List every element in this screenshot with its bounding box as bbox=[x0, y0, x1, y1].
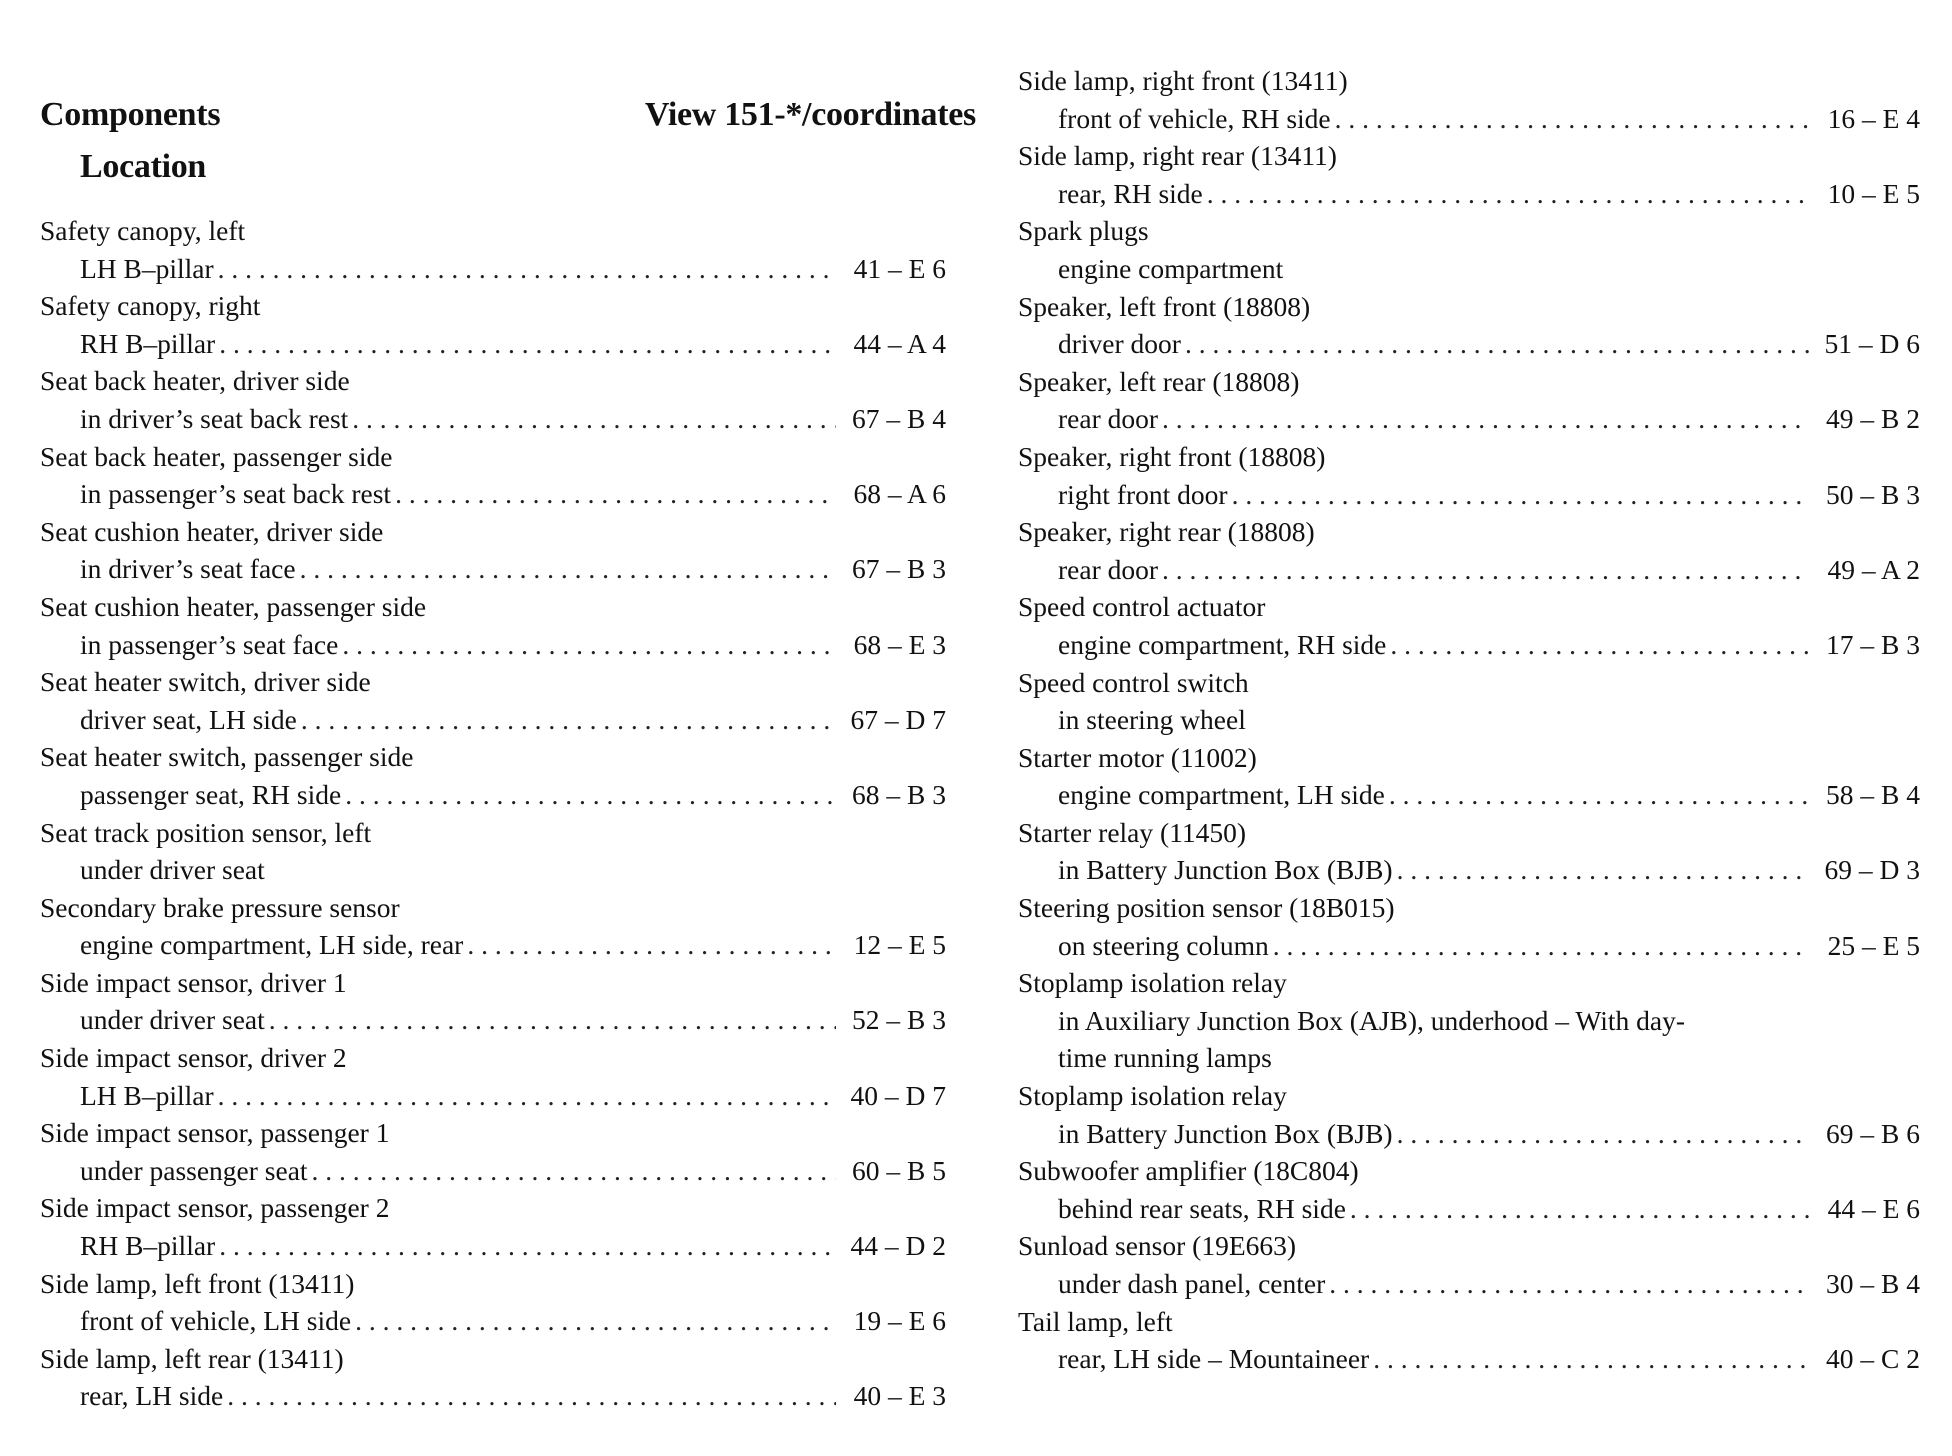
component-location-row bbox=[1018, 1190, 1920, 1228]
component-entry bbox=[40, 588, 946, 663]
component-location-row bbox=[1018, 175, 1920, 213]
component-name: Side lamp, right front (13411) bbox=[1018, 65, 1348, 96]
component-location: in Auxiliary Junction Box (AJB), underhood – With day- bbox=[1058, 1004, 1686, 1036]
dot-leader bbox=[1269, 927, 1810, 965]
dot-leader bbox=[1393, 1115, 1810, 1153]
component-entry bbox=[1018, 363, 1920, 438]
component-location-row bbox=[40, 1227, 946, 1265]
component-location-row bbox=[1018, 476, 1920, 514]
view-coordinate: 25 – E 5 bbox=[1827, 929, 1920, 961]
component-location-row bbox=[1018, 551, 1920, 589]
component-location-row bbox=[1018, 851, 1920, 889]
component-location: on steering column bbox=[1058, 929, 1269, 961]
view-coordinate: 60 – B 5 bbox=[852, 1154, 946, 1186]
dot-leader bbox=[296, 550, 836, 588]
component-location: in Battery Junction Box (BJB) bbox=[1058, 1117, 1393, 1149]
dot-leader bbox=[1325, 1265, 1810, 1303]
component-location: rear door bbox=[1058, 553, 1159, 585]
component-location-row bbox=[1018, 776, 1920, 814]
component-entry bbox=[1018, 62, 1920, 137]
component-location: under driver seat bbox=[80, 1004, 265, 1036]
component-entry bbox=[1018, 1077, 1920, 1152]
component-entry bbox=[1018, 438, 1920, 513]
dot-leader bbox=[341, 776, 836, 814]
view-coordinate: 50 – B 3 bbox=[1826, 478, 1920, 510]
component-entry bbox=[1018, 513, 1920, 588]
view-coordinate: 40 – D 7 bbox=[850, 1079, 946, 1111]
dot-leader bbox=[297, 701, 836, 739]
component-location-row bbox=[1018, 1340, 1920, 1378]
component-entry bbox=[40, 738, 946, 813]
right-column bbox=[1018, 62, 1920, 1378]
component-name: Subwoofer amplifier (18C804) bbox=[1018, 1155, 1359, 1187]
component-name: Speaker, left rear (18808) bbox=[1018, 365, 1300, 397]
view-coordinate: 10 – E 5 bbox=[1827, 177, 1920, 209]
component-name: Seat back heater, driver side bbox=[40, 365, 350, 397]
component-location: right front door bbox=[1058, 478, 1228, 510]
dot-leader bbox=[351, 1302, 836, 1340]
component-name: Secondary brake pressure sensor bbox=[40, 891, 400, 923]
dot-leader bbox=[265, 1001, 836, 1039]
component-location: front of vehicle, RH side bbox=[1058, 102, 1331, 134]
view-coordinate: 44 – A 4 bbox=[853, 327, 946, 359]
component-name: Stoplamp isolation relay bbox=[1018, 1080, 1287, 1112]
component-name: Seat heater switch, passenger side bbox=[40, 741, 414, 773]
component-location: driver seat, LH side bbox=[80, 703, 297, 735]
page-header bbox=[40, 96, 976, 185]
component-location-row bbox=[1018, 1115, 1920, 1153]
component-location: LH B–pillar bbox=[80, 252, 214, 284]
dot-leader bbox=[348, 400, 836, 438]
view-coordinate: 12 – E 5 bbox=[853, 929, 946, 961]
component-name: Tail lamp, left bbox=[1018, 1305, 1173, 1337]
component-entry bbox=[40, 889, 946, 964]
header-subtitle: Location bbox=[80, 148, 207, 185]
view-coordinate: 69 – D 3 bbox=[1824, 854, 1920, 886]
component-entry bbox=[40, 362, 946, 437]
component-name: Side impact sensor, passenger 1 bbox=[40, 1117, 390, 1149]
view-coordinate: 40 – C 2 bbox=[1826, 1343, 1920, 1375]
component-entry bbox=[40, 1265, 946, 1340]
view-coordinate: 44 – D 2 bbox=[850, 1230, 946, 1262]
dot-leader bbox=[1158, 400, 1810, 438]
component-name: Seat heater switch, driver side bbox=[40, 666, 371, 698]
component-entry bbox=[1018, 964, 1920, 1077]
component-location: in steering wheel bbox=[1058, 704, 1246, 736]
view-coordinate: 30 – B 4 bbox=[1826, 1268, 1920, 1299]
component-location-row bbox=[1018, 250, 1920, 288]
component-location: LH B–pillar bbox=[80, 1079, 214, 1111]
view-coordinate: 49 – A 2 bbox=[1827, 553, 1920, 585]
component-location: engine compartment bbox=[1058, 252, 1284, 284]
component-location: under passenger seat bbox=[80, 1154, 308, 1186]
component-entry bbox=[40, 212, 946, 287]
component-location: RH B–pillar bbox=[80, 1230, 216, 1262]
dot-leader bbox=[1385, 776, 1810, 814]
component-location-row bbox=[40, 776, 946, 814]
dot-leader bbox=[223, 1377, 836, 1415]
component-location-row bbox=[40, 626, 946, 664]
component-entry bbox=[1018, 814, 1920, 889]
dot-leader bbox=[215, 1227, 836, 1265]
component-name: Spark plugs bbox=[1018, 215, 1149, 247]
component-name: Sunload sensor (19E663) bbox=[1018, 1230, 1297, 1262]
component-location: in driver’s seat back rest bbox=[80, 402, 349, 434]
header-title: Components bbox=[40, 96, 221, 133]
component-entry bbox=[40, 1340, 946, 1415]
component-entry bbox=[1018, 212, 1920, 287]
component-entry bbox=[40, 287, 946, 362]
component-entry bbox=[1018, 588, 1920, 663]
component-location: engine compartment, RH side bbox=[1058, 628, 1387, 660]
view-coordinate: 17 – B 3 bbox=[1826, 628, 1920, 660]
component-name: Speaker, right front (18808) bbox=[1018, 440, 1326, 472]
component-entry bbox=[40, 1039, 946, 1114]
component-location: behind rear seats, RH side bbox=[1058, 1192, 1346, 1224]
component-location-row bbox=[40, 550, 946, 588]
component-name: Seat cushion heater, driver side bbox=[40, 515, 384, 547]
component-location-row bbox=[40, 851, 946, 889]
component-location: driver door bbox=[1058, 328, 1181, 360]
component-name: Speaker, left front (18808) bbox=[1018, 290, 1311, 322]
view-coordinate: 41 – E 6 bbox=[853, 252, 946, 284]
component-entry bbox=[1018, 889, 1920, 964]
component-location-row bbox=[1018, 1002, 1920, 1040]
component-name: Side impact sensor, driver 1 bbox=[40, 966, 347, 998]
view-coordinate: 68 – B 3 bbox=[852, 778, 946, 810]
view-coordinate: 67 – D 7 bbox=[850, 703, 946, 735]
component-name: Seat cushion heater, passenger side bbox=[40, 590, 427, 622]
component-location: in passenger’s seat face bbox=[80, 628, 339, 660]
component-location: in passenger’s seat back rest bbox=[80, 478, 392, 510]
component-name: Starter relay (11450) bbox=[1018, 816, 1247, 848]
dot-leader bbox=[338, 626, 836, 664]
component-location-row bbox=[1018, 927, 1920, 965]
dot-leader bbox=[1331, 100, 1810, 138]
component-location: in driver’s seat face bbox=[80, 553, 296, 585]
component-location-row bbox=[40, 1077, 946, 1115]
component-location: rear, LH side bbox=[80, 1380, 224, 1412]
component-name: Seat track position sensor, left bbox=[40, 816, 372, 848]
component-location: RH B–pillar bbox=[80, 327, 216, 359]
component-location-row bbox=[1018, 626, 1920, 664]
component-location-row bbox=[40, 926, 946, 964]
component-entry bbox=[1018, 739, 1920, 814]
component-location-row bbox=[1018, 1039, 1920, 1077]
dot-leader bbox=[215, 325, 836, 363]
component-entry bbox=[1018, 664, 1920, 739]
view-coordinate: 67 – B 3 bbox=[852, 553, 946, 585]
component-location: rear, RH side bbox=[1058, 177, 1203, 209]
view-coordinate: 69 – B 6 bbox=[1826, 1117, 1920, 1149]
component-location-row bbox=[40, 1001, 946, 1039]
view-coordinate: 52 – B 3 bbox=[852, 1004, 946, 1036]
component-name: Seat back heater, passenger side bbox=[40, 440, 393, 472]
dot-leader bbox=[463, 926, 836, 964]
component-location-continued: time running lamps bbox=[1058, 1042, 1272, 1074]
component-location: under dash panel, center bbox=[1058, 1268, 1326, 1299]
component-entry bbox=[40, 1114, 946, 1189]
component-location-row bbox=[40, 400, 946, 438]
header-view-coordinates: View 151-*/coordinates bbox=[644, 96, 976, 133]
dot-leader bbox=[1369, 1340, 1810, 1378]
dot-leader bbox=[1346, 1190, 1810, 1228]
dot-leader bbox=[1158, 551, 1810, 589]
dot-leader bbox=[1386, 626, 1810, 664]
component-name: Side lamp, right rear (13411) bbox=[1018, 140, 1337, 172]
component-entry bbox=[40, 663, 946, 738]
component-location: engine compartment, LH side, rear bbox=[80, 929, 464, 961]
component-location: engine compartment, LH side bbox=[1058, 779, 1385, 811]
component-name: Steering position sensor (18B015) bbox=[1018, 892, 1395, 924]
component-location-row bbox=[40, 1152, 946, 1190]
component-entry bbox=[40, 1189, 946, 1264]
component-name: Speaker, right rear (18808) bbox=[1018, 516, 1315, 548]
view-coordinate: 67 – B 4 bbox=[852, 402, 946, 434]
dot-leader bbox=[1228, 476, 1810, 514]
component-location: front of vehicle, LH side bbox=[80, 1305, 352, 1337]
view-coordinate: 44 – E 6 bbox=[1827, 1192, 1920, 1224]
component-entry bbox=[1018, 1303, 1920, 1378]
view-coordinate: 58 – B 4 bbox=[1826, 779, 1920, 811]
component-location-row bbox=[40, 475, 946, 513]
component-location-row bbox=[40, 1302, 946, 1340]
component-name: Safety canopy, right bbox=[40, 290, 261, 322]
component-location: passenger seat, RH side bbox=[80, 778, 342, 810]
dot-leader bbox=[214, 250, 836, 288]
component-location-row bbox=[40, 325, 946, 363]
dot-leader bbox=[1393, 851, 1810, 889]
component-location: under driver seat bbox=[80, 854, 265, 886]
view-coordinate: 68 – E 3 bbox=[853, 628, 946, 660]
view-coordinate: 49 – B 2 bbox=[1826, 403, 1920, 435]
view-coordinate: 51 – D 6 bbox=[1824, 328, 1920, 360]
component-name: Speed control actuator bbox=[1018, 591, 1266, 623]
component-location-row bbox=[1018, 400, 1920, 438]
component-location: rear, LH side – Mountaineer bbox=[1058, 1343, 1370, 1375]
component-location-row bbox=[40, 250, 946, 288]
component-name: Side impact sensor, driver 2 bbox=[40, 1042, 347, 1074]
component-location-row bbox=[1018, 1265, 1920, 1303]
component-name: Starter motor (11002) bbox=[1018, 741, 1257, 773]
component-location: rear door bbox=[1058, 403, 1159, 435]
component-name: Safety canopy, left bbox=[40, 215, 246, 246]
component-entry bbox=[1018, 1227, 1920, 1302]
component-location-row bbox=[1018, 325, 1920, 363]
view-coordinate: 19 – E 6 bbox=[853, 1305, 946, 1337]
component-name: Side lamp, left rear (13411) bbox=[40, 1342, 344, 1374]
view-coordinate: 68 – A 6 bbox=[853, 478, 946, 510]
component-entry bbox=[40, 513, 946, 588]
component-name: Stoplamp isolation relay bbox=[1018, 967, 1287, 999]
view-coordinate: 40 – E 3 bbox=[853, 1380, 946, 1412]
dot-leader bbox=[1181, 325, 1810, 363]
left-column bbox=[40, 212, 946, 1415]
component-entry bbox=[1018, 137, 1920, 212]
component-location-row bbox=[40, 1377, 946, 1415]
dot-leader bbox=[214, 1077, 836, 1115]
component-location-row bbox=[40, 701, 946, 739]
view-coordinate: 16 – E 4 bbox=[1827, 102, 1920, 134]
component-entry bbox=[40, 964, 946, 1039]
component-entry bbox=[1018, 288, 1920, 363]
component-location-row bbox=[1018, 701, 1920, 739]
dot-leader bbox=[391, 475, 836, 513]
component-name: Speed control switch bbox=[1018, 666, 1249, 698]
component-entry bbox=[40, 438, 946, 513]
dot-leader bbox=[1203, 175, 1810, 213]
component-location: in Battery Junction Box (BJB) bbox=[1058, 854, 1393, 886]
dot-leader bbox=[308, 1152, 836, 1190]
component-name: Side lamp, left front (13411) bbox=[40, 1267, 355, 1299]
component-entry bbox=[40, 814, 946, 889]
component-entry bbox=[1018, 1152, 1920, 1227]
component-name: Side impact sensor, passenger 2 bbox=[40, 1192, 390, 1224]
component-location-row bbox=[1018, 100, 1920, 138]
